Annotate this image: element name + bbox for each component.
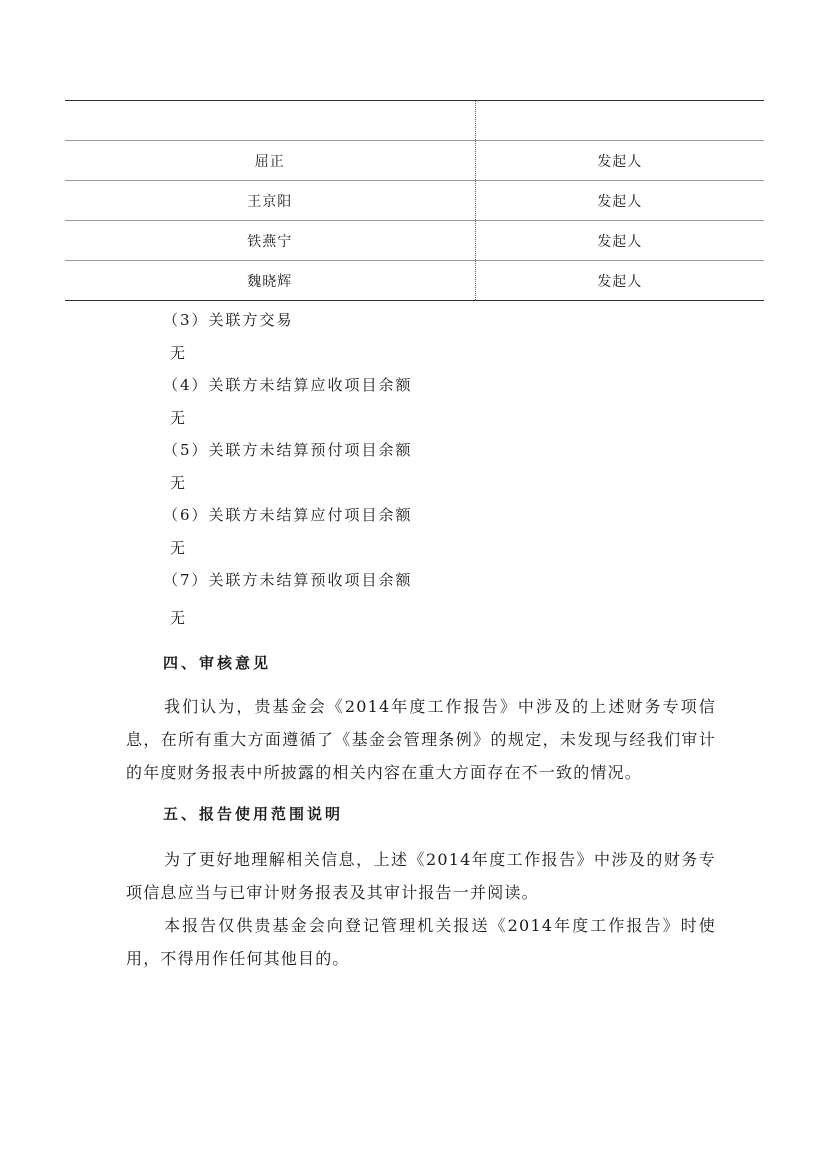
audit-opinion-heading: 四、审核意见 bbox=[163, 654, 272, 672]
usage-scope-heading: 五、报告使用范围说明 bbox=[163, 805, 344, 823]
section-7-body: 无 bbox=[170, 609, 188, 627]
audit-opinion-paragraph: 我们认为，贵基金会《2014年度工作报告》中涉及的上述财务专项信息，在所有重大方面遵循了《基金会管理条例》的规定，未发现与经我们审计的年度财务报表中所披露的相关内容在重大方面存在不一致的情况。 bbox=[126, 697, 716, 782]
section-5-title: （5）关联方未结算预付项目余额 bbox=[163, 441, 413, 459]
usage-paragraph-2: 本报告仅供贵基金会向登记管理机关报送《2014年度工作报告》时使用，不得用作任何其他目的。 bbox=[126, 916, 716, 968]
person-name-cell: 屈正 bbox=[65, 141, 475, 181]
table-row bbox=[65, 181, 764, 221]
table-header-cell bbox=[65, 101, 475, 141]
table-row bbox=[65, 261, 764, 301]
usage-paragraph-1: 为了更好地理解相关信息，上述《2014年度工作报告》中涉及的财务专项信息应当与已审计财务报表及其审计报告一并阅读。 bbox=[126, 850, 716, 902]
person-role-cell: 发起人 bbox=[475, 181, 764, 221]
person-role-cell: 发起人 bbox=[475, 141, 764, 181]
section-3-title: （3）关联方交易 bbox=[163, 311, 294, 329]
table-header-cell bbox=[475, 101, 764, 141]
section-4-title: （4）关联方未结算应收项目余额 bbox=[163, 376, 413, 394]
table-row bbox=[65, 221, 764, 261]
related-party-table bbox=[65, 100, 764, 301]
person-role-cell: 发起人 bbox=[475, 261, 764, 301]
section-3-body: 无 bbox=[170, 344, 188, 362]
table-row bbox=[65, 141, 764, 181]
section-4-body: 无 bbox=[170, 409, 188, 427]
person-name-cell: 铁燕宁 bbox=[65, 221, 475, 261]
person-name-cell: 魏晓辉 bbox=[65, 261, 475, 301]
section-5-body: 无 bbox=[170, 474, 188, 492]
section-7-title: （7）关联方未结算预收项目余额 bbox=[163, 571, 413, 589]
person-role-cell: 发起人 bbox=[475, 221, 764, 261]
section-6-body: 无 bbox=[170, 539, 188, 557]
section-6-title: （6）关联方未结算应付项目余额 bbox=[163, 506, 413, 524]
table-header-row bbox=[65, 101, 764, 141]
person-name-cell: 王京阳 bbox=[65, 181, 475, 221]
